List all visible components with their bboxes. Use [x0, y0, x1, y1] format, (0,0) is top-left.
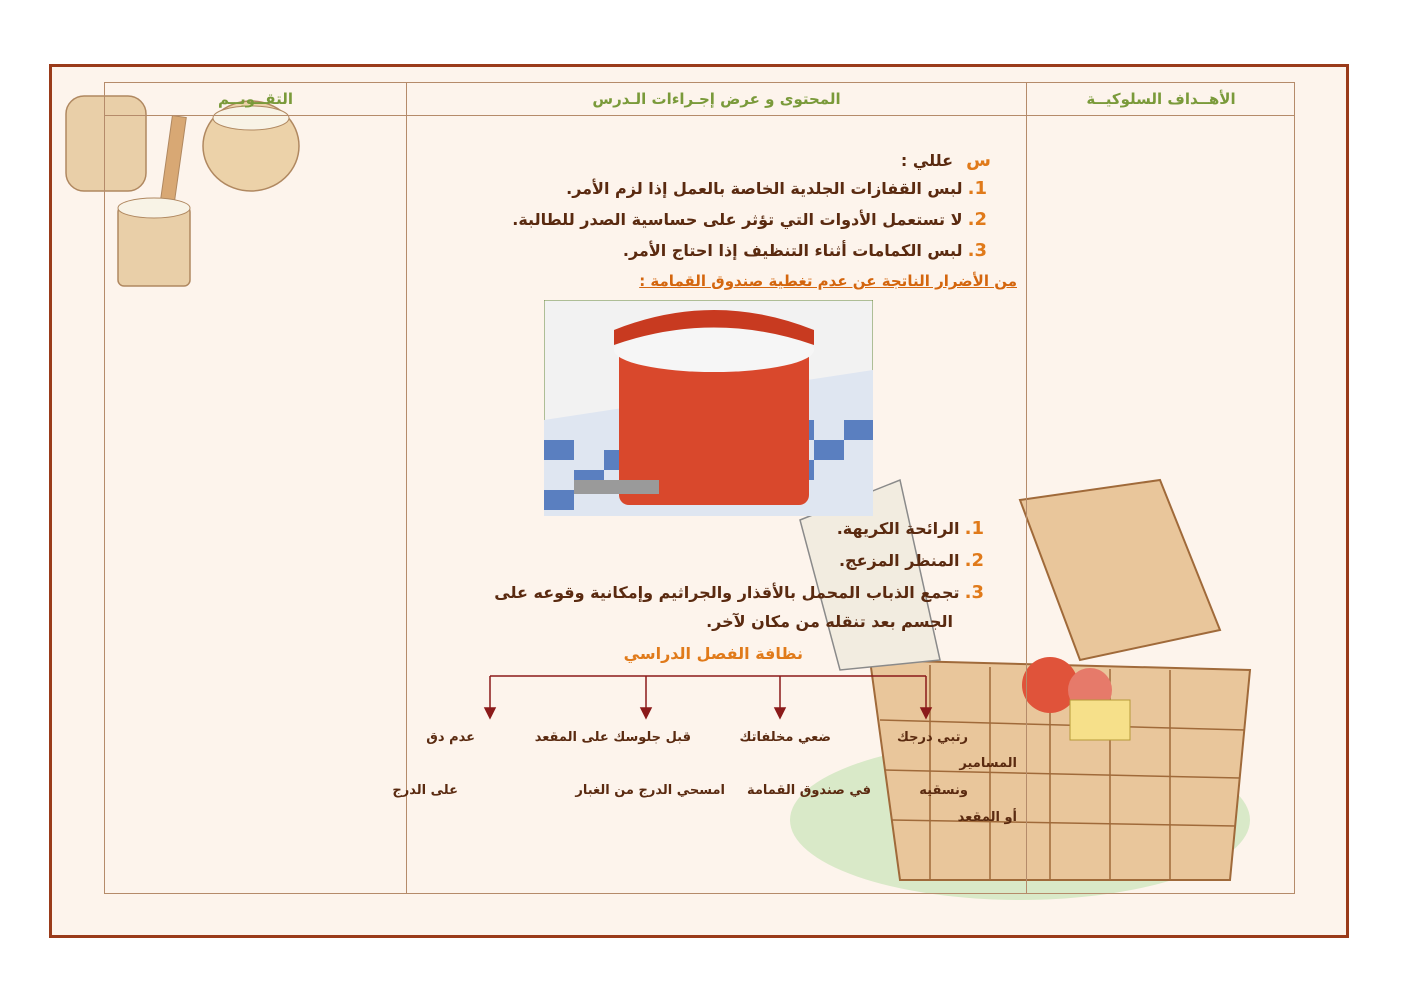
branch-4-line-2: على الدرج — [392, 783, 458, 798]
lesson-table — [104, 82, 1295, 894]
harm-2: 2. المنظر المزعج. — [838, 550, 984, 571]
harms-title: من الأضرار الناتجة عن عدم تغطية صندوق القمامة : — [639, 272, 1017, 290]
diagram-arrows — [480, 668, 940, 724]
branch-3-line-1: قبل جلوسك على المقعد — [534, 730, 691, 745]
diagram-title: نظافة الفصل الدراسي — [623, 644, 803, 663]
branch-1-line-2: المسامير — [959, 756, 1017, 771]
header-evaluation: التقــويــم — [218, 90, 293, 108]
question-text: عللي : — [900, 151, 954, 170]
question-mark: س — [966, 150, 991, 171]
branch-1-line-4: أو المقعد — [957, 810, 1017, 825]
branch-4-line-1: عدم دق — [426, 730, 475, 745]
question-line — [901, 150, 991, 171]
reason-3: 3. لبس الكمامات أثناء التنظيف إذا احتاج الأمر. — [622, 240, 987, 261]
branch-3-line-2: امسحي الدرج من الغبار — [575, 783, 725, 798]
header-content: المحتوى و عرض إجـراءات الـدرس — [592, 90, 841, 108]
branch-1-line-3: ونسقيه — [919, 783, 968, 798]
reason-2: 2. لا تستعمل الأدوات التي تؤثر على حساسية الصدر للطالبة. — [512, 209, 987, 230]
branch-2-line-2: في صندوق القمامة — [746, 783, 871, 798]
harm-3-continued: الجسم بعد تنقله من مكان لآخر. — [706, 612, 953, 631]
harm-1: 1. الرائحة الكريهة. — [836, 518, 984, 539]
header-objectives: الأهــداف السلوكيــة — [1086, 90, 1236, 108]
branch-1-line-1: رتبي درجك — [897, 730, 968, 745]
reason-1: 1. لبس القفازات الجلدية الخاصة بالعمل إذا لزم الأمر. — [566, 178, 987, 199]
branch-2-line-1: ضعي مخلفاتك — [739, 730, 831, 745]
harm-3: 3. تجمع الذباب المحمل بالأقذار والجراثيم وإمكانية وقوعه على — [494, 582, 984, 603]
